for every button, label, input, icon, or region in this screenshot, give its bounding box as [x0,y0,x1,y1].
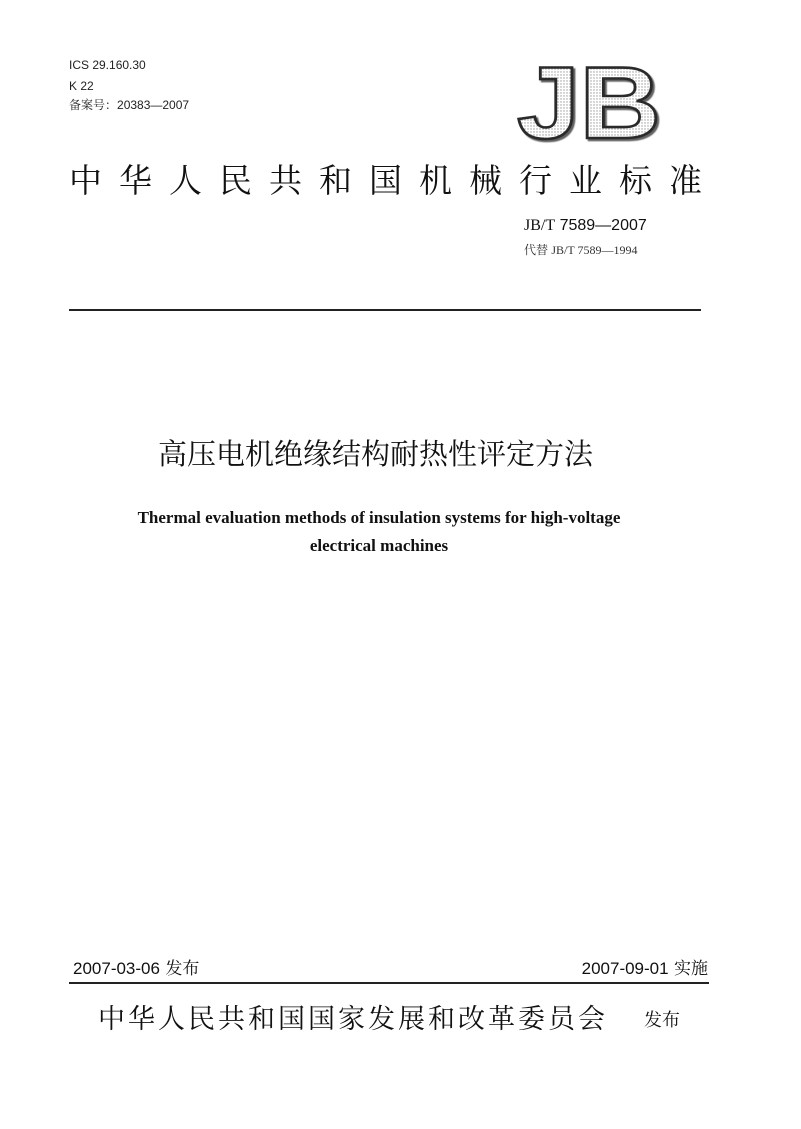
ministry-standard-title: 中华人民共和国机械行业标准 [69,161,719,200]
record-number-value: 20383—2007 [117,98,190,112]
header-divider [69,309,701,311]
document-title-chinese: 高压电机绝缘结构耐热性评定方法 [157,437,593,471]
ics-code: ICS 29.160.30 [69,58,146,72]
classification-code: K 22 [69,79,94,93]
standard-prefix: JB/T [524,217,556,234]
implement-label: 实施 [674,959,708,979]
record-number-label: 备案号： [69,98,118,112]
publish-date-value: 2007-03-06 [73,959,160,978]
implement-date [582,958,708,980]
publish-date [73,958,199,980]
footer-divider [69,982,709,984]
jb-logo [515,56,665,148]
publish-label: 发布 [165,959,200,979]
issued-label: 发布 [644,1010,680,1031]
implement-date-value: 2007-09-01 [581,959,669,978]
document-title-english-line1: Thermal evaluation methods of insulation systems for high-voltage [137,508,621,527]
replaces-code: JB/T 7589—1994 [551,243,638,257]
replaces-label: 代替 [524,243,549,257]
logo-letters: JB [517,56,661,148]
replaces-standard [524,243,637,257]
record-number [69,98,189,112]
document-title-english-line2: electrical machines [309,536,449,555]
standard-number-value: 7589—2007 [559,217,647,234]
issuing-authority: 中华人民共和国国家发展和改革委员会 [98,1004,608,1035]
standard-number [524,216,647,236]
